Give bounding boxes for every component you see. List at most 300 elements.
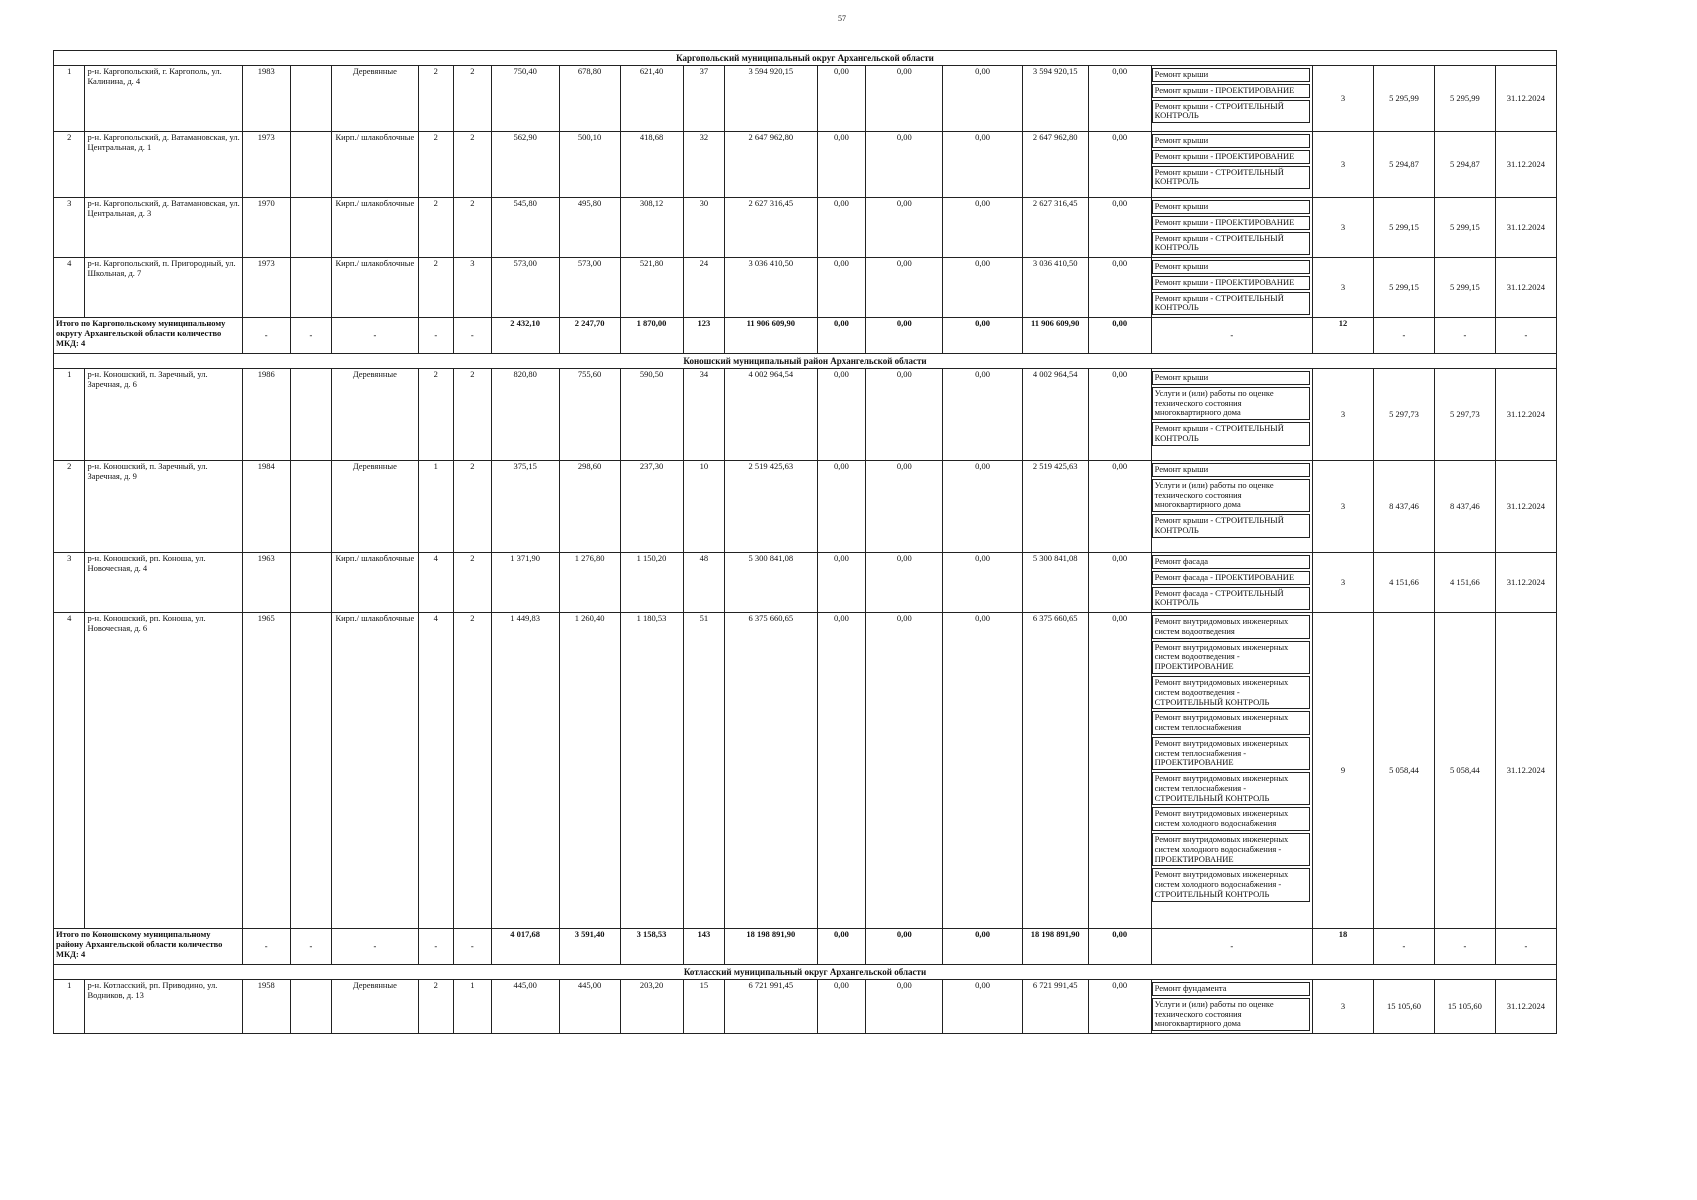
- section-title: Котласский муниципальный округ Архангельской области: [54, 965, 1557, 980]
- total-area-total: 4 017,68: [491, 929, 559, 965]
- row-number: 3: [54, 553, 85, 613]
- area-residential-cell: 1 150,20: [620, 553, 683, 613]
- year-commission-cell: [290, 461, 332, 553]
- area-premises-cell: 445,00: [559, 980, 620, 1034]
- year-built-cell: 1970: [242, 198, 290, 258]
- regional-budget-cell: 0,00: [866, 66, 943, 132]
- floors-cell: 1: [418, 461, 454, 553]
- address-cell: р-н. Коношский, п. Заречный, ул. Заречная, д. 9: [85, 461, 242, 553]
- wall-material-cell: Деревянные: [332, 461, 418, 553]
- total-area-residential: 3 158,53: [620, 929, 683, 965]
- max-unit-cost-cell: 5 297,73: [1434, 369, 1495, 461]
- regional-budget-cell: 0,00: [866, 369, 943, 461]
- area-residential-cell: 590,50: [620, 369, 683, 461]
- entrances-cell: 2: [454, 613, 492, 929]
- wall-material-cell: Деревянные: [332, 66, 418, 132]
- row-number: 1: [54, 66, 85, 132]
- total-dash: -: [290, 929, 332, 965]
- other-funds-cell: 0,00: [1088, 980, 1151, 1034]
- area-total-cell: 445,00: [491, 980, 559, 1034]
- table-row: [54, 461, 1557, 553]
- year-commission-cell: [290, 132, 332, 198]
- area-residential-cell: 203,20: [620, 980, 683, 1034]
- year-built-cell: 1973: [242, 132, 290, 198]
- work-types-cell: [1151, 66, 1312, 132]
- wall-material-cell: Деревянные: [332, 980, 418, 1034]
- work-count-cell: 9: [1313, 613, 1374, 929]
- work-count-cell: 3: [1313, 132, 1374, 198]
- year-commission-cell: [290, 369, 332, 461]
- owners-funds-cell: 4 002 964,54: [1022, 369, 1088, 461]
- area-residential-cell: 1 180,53: [620, 613, 683, 929]
- work-type-item: Ремонт крыши: [1152, 260, 1310, 274]
- work-types-list: [1152, 68, 1312, 123]
- total-fund: 0,00: [817, 318, 866, 354]
- owners-funds-cell: 5 300 841,08: [1022, 553, 1088, 613]
- work-type-item: Ремонт крыши - ПРОЕКТИРОВАНИЕ: [1152, 276, 1310, 290]
- wall-material-cell: Кирп./ шлакоблочные: [332, 613, 418, 929]
- total-local-budget: 0,00: [943, 929, 1022, 965]
- work-types-cell: [1151, 258, 1312, 318]
- completion-date-cell: 31.12.2024: [1495, 980, 1556, 1034]
- work-types-cell: [1151, 198, 1312, 258]
- total-dash: -: [242, 929, 290, 965]
- entrances-cell: 2: [454, 369, 492, 461]
- work-type-item: Ремонт внутридомовых инженерных систем водоотведения - СТРОИТЕЛЬНЫЙ КОНТРОЛЬ: [1152, 676, 1310, 709]
- work-type-item: Ремонт внутридомовых инженерных систем водоотведения: [1152, 615, 1310, 639]
- total-dash: -: [1495, 318, 1556, 354]
- work-type-item: Ремонт крыши: [1152, 134, 1310, 148]
- completion-date-cell: 31.12.2024: [1495, 198, 1556, 258]
- capital-repair-table: [53, 50, 1557, 1034]
- year-commission-cell: [290, 980, 332, 1034]
- area-premises-cell: 500,10: [559, 132, 620, 198]
- entrances-cell: 2: [454, 66, 492, 132]
- work-count-cell: 3: [1313, 198, 1374, 258]
- work-type-item: Ремонт крыши - СТРОИТЕЛЬНЫЙ КОНТРОЛЬ: [1152, 166, 1310, 190]
- table-row: [54, 613, 1557, 929]
- work-type-item: Ремонт внутридомовых инженерных систем холодного водоснабжения - ПРОЕКТИРОВАНИЕ: [1152, 833, 1310, 866]
- residents-cell: 15: [683, 980, 725, 1034]
- max-unit-cost-cell: 5 294,87: [1434, 132, 1495, 198]
- section-title: Коношский муниципальный район Архангельской области: [54, 354, 1557, 369]
- total-dash: -: [1434, 929, 1495, 965]
- row-number: 2: [54, 132, 85, 198]
- total-dash: -: [454, 318, 492, 354]
- cost-total-cell: 4 002 964,54: [725, 369, 817, 461]
- work-types-cell: [1151, 613, 1312, 929]
- unit-cost-cell: 5 295,99: [1373, 66, 1434, 132]
- work-types-list: [1152, 371, 1312, 446]
- cost-total-cell: 3 036 410,50: [725, 258, 817, 318]
- owners-funds-cell: 3 594 920,15: [1022, 66, 1088, 132]
- fund-cell: 0,00: [817, 132, 866, 198]
- cost-total-cell: 5 300 841,08: [725, 553, 817, 613]
- unit-cost-cell: 5 299,15: [1373, 198, 1434, 258]
- local-budget-cell: 0,00: [943, 258, 1022, 318]
- work-type-item: Услуги и (или) работы по оценке технического состояния многоквартирного дома: [1152, 387, 1310, 420]
- work-types-list: [1152, 200, 1312, 255]
- regional-budget-cell: 0,00: [866, 553, 943, 613]
- work-type-item: Ремонт крыши: [1152, 463, 1310, 477]
- table-row: [54, 66, 1557, 132]
- work-type-item: Ремонт фасада - СТРОИТЕЛЬНЫЙ КОНТРОЛЬ: [1152, 587, 1310, 611]
- entrances-cell: 2: [454, 553, 492, 613]
- work-type-item: Ремонт крыши - СТРОИТЕЛЬНЫЙ КОНТРОЛЬ: [1152, 100, 1310, 124]
- row-number: 4: [54, 258, 85, 318]
- other-funds-cell: 0,00: [1088, 369, 1151, 461]
- row-number: 1: [54, 369, 85, 461]
- completion-date-cell: 31.12.2024: [1495, 132, 1556, 198]
- area-premises-cell: 1 260,40: [559, 613, 620, 929]
- local-budget-cell: 0,00: [943, 613, 1022, 929]
- area-total-cell: 573,00: [491, 258, 559, 318]
- area-residential-cell: 418,68: [620, 132, 683, 198]
- area-residential-cell: 237,30: [620, 461, 683, 553]
- fund-cell: 0,00: [817, 369, 866, 461]
- other-funds-cell: 0,00: [1088, 198, 1151, 258]
- work-count-cell: 3: [1313, 369, 1374, 461]
- table-row: [54, 980, 1557, 1034]
- residents-cell: 32: [683, 132, 725, 198]
- work-type-item: Ремонт крыши - ПРОЕКТИРОВАНИЕ: [1152, 84, 1310, 98]
- floors-cell: 2: [418, 369, 454, 461]
- local-budget-cell: 0,00: [943, 198, 1022, 258]
- work-type-item: Ремонт крыши: [1152, 371, 1310, 385]
- total-residents: 143: [683, 929, 725, 965]
- residents-cell: 24: [683, 258, 725, 318]
- total-dash: -: [332, 929, 418, 965]
- work-type-item: Ремонт внутридомовых инженерных систем теплоснабжения - СТРОИТЕЛЬНЫЙ КОНТРОЛЬ: [1152, 772, 1310, 805]
- cost-total-cell: 2 627 316,45: [725, 198, 817, 258]
- year-commission-cell: [290, 198, 332, 258]
- entrances-cell: 2: [454, 132, 492, 198]
- area-total-cell: 545,80: [491, 198, 559, 258]
- work-type-item: Ремонт внутридомовых инженерных систем теплоснабжения - ПРОЕКТИРОВАНИЕ: [1152, 737, 1310, 770]
- address-cell: р-н. Коношский, п. Заречный, ул. Заречная, д. 6: [85, 369, 242, 461]
- regional-budget-cell: 0,00: [866, 613, 943, 929]
- entrances-cell: 2: [454, 198, 492, 258]
- total-label: Итого по Каргопольскому муниципальному округу Архангельской области количество МКД: 4: [54, 318, 243, 354]
- completion-date-cell: 31.12.2024: [1495, 461, 1556, 553]
- work-type-item: Услуги и (или) работы по оценке технического состояния многоквартирного дома: [1152, 479, 1310, 512]
- residents-cell: 51: [683, 613, 725, 929]
- wall-material-cell: Кирп./ шлакоблочные: [332, 258, 418, 318]
- floors-cell: 2: [418, 258, 454, 318]
- year-built-cell: 1983: [242, 66, 290, 132]
- completion-date-cell: 31.12.2024: [1495, 613, 1556, 929]
- row-number: 1: [54, 980, 85, 1034]
- fund-cell: 0,00: [817, 461, 866, 553]
- year-built-cell: 1965: [242, 613, 290, 929]
- wall-material-cell: Деревянные: [332, 369, 418, 461]
- work-type-item: Услуги и (или) работы по оценке технического состояния многоквартирного дома: [1152, 998, 1310, 1031]
- total-area-total: 2 432,10: [491, 318, 559, 354]
- work-count-cell: 3: [1313, 66, 1374, 132]
- area-total-cell: 750,40: [491, 66, 559, 132]
- local-budget-cell: 0,00: [943, 553, 1022, 613]
- section-header: [54, 354, 1557, 369]
- work-count-cell: 3: [1313, 980, 1374, 1034]
- total-label: Итого по Коношскому муниципальному району Архангельской области количество МКД: 4: [54, 929, 243, 965]
- max-unit-cost-cell: 5 295,99: [1434, 66, 1495, 132]
- owners-funds-cell: 6 721 991,45: [1022, 980, 1088, 1034]
- unit-cost-cell: 4 151,66: [1373, 553, 1434, 613]
- total-dash: -: [418, 318, 454, 354]
- fund-cell: 0,00: [817, 258, 866, 318]
- total-regional-budget: 0,00: [866, 929, 943, 965]
- address-cell: р-н. Котласский, рп. Приводино, ул. Водников, д. 13: [85, 980, 242, 1034]
- work-type-item: Ремонт крыши - СТРОИТЕЛЬНЫЙ КОНТРОЛЬ: [1152, 292, 1310, 316]
- year-built-cell: 1958: [242, 980, 290, 1034]
- total-cost: 11 906 609,90: [725, 318, 817, 354]
- address-cell: р-н. Коношский, рп. Коноша, ул. Новочесная, д. 4: [85, 553, 242, 613]
- unit-cost-cell: 5 297,73: [1373, 369, 1434, 461]
- row-number: 4: [54, 613, 85, 929]
- residents-cell: 10: [683, 461, 725, 553]
- completion-date-cell: 31.12.2024: [1495, 369, 1556, 461]
- floors-cell: 4: [418, 553, 454, 613]
- fund-cell: 0,00: [817, 553, 866, 613]
- work-type-item: Ремонт фасада: [1152, 555, 1310, 569]
- owners-funds-cell: 2 627 316,45: [1022, 198, 1088, 258]
- section-header: [54, 51, 1557, 66]
- completion-date-cell: 31.12.2024: [1495, 553, 1556, 613]
- other-funds-cell: 0,00: [1088, 553, 1151, 613]
- work-type-item: Ремонт внутридомовых инженерных систем водоотведения - ПРОЕКТИРОВАНИЕ: [1152, 641, 1310, 674]
- completion-date-cell: 31.12.2024: [1495, 66, 1556, 132]
- regional-budget-cell: 0,00: [866, 132, 943, 198]
- other-funds-cell: 0,00: [1088, 258, 1151, 318]
- floors-cell: 2: [418, 198, 454, 258]
- total-other-funds: 0,00: [1088, 318, 1151, 354]
- area-premises-cell: 678,80: [559, 66, 620, 132]
- row-number: 2: [54, 461, 85, 553]
- total-dash: -: [1373, 318, 1434, 354]
- floors-cell: 2: [418, 980, 454, 1034]
- regional-budget-cell: 0,00: [866, 461, 943, 553]
- section-title: Каргопольский муниципальный округ Архангельской области: [54, 51, 1557, 66]
- owners-funds-cell: 3 036 410,50: [1022, 258, 1088, 318]
- local-budget-cell: 0,00: [943, 461, 1022, 553]
- total-owners-funds: 18 198 891,90: [1022, 929, 1088, 965]
- entrances-cell: 1: [454, 980, 492, 1034]
- unit-cost-cell: 15 105,60: [1373, 980, 1434, 1034]
- total-dash: -: [1151, 929, 1312, 965]
- year-built-cell: 1986: [242, 369, 290, 461]
- work-type-item: Ремонт крыши: [1152, 68, 1310, 82]
- work-type-item: Ремонт крыши - СТРОИТЕЛЬНЫЙ КОНТРОЛЬ: [1152, 232, 1310, 256]
- unit-cost-cell: 8 437,46: [1373, 461, 1434, 553]
- area-total-cell: 1 371,90: [491, 553, 559, 613]
- row-number: 3: [54, 198, 85, 258]
- work-type-item: Ремонт фундамента: [1152, 982, 1310, 996]
- total-work-count: 18: [1313, 929, 1374, 965]
- total-row: [54, 929, 1557, 965]
- residents-cell: 34: [683, 369, 725, 461]
- address-cell: р-н. Каргопольский, д. Ватамановская, ул. Центральная, д. 1: [85, 132, 242, 198]
- work-count-cell: 3: [1313, 553, 1374, 613]
- year-built-cell: 1963: [242, 553, 290, 613]
- total-other-funds: 0,00: [1088, 929, 1151, 965]
- area-premises-cell: 1 276,80: [559, 553, 620, 613]
- residents-cell: 30: [683, 198, 725, 258]
- fund-cell: 0,00: [817, 198, 866, 258]
- area-total-cell: 820,80: [491, 369, 559, 461]
- page-number: 57: [838, 14, 846, 23]
- owners-funds-cell: 2 647 962,80: [1022, 132, 1088, 198]
- other-funds-cell: 0,00: [1088, 613, 1151, 929]
- address-cell: р-н. Коношский, рп. Коноша, ул. Новочесная, д. 6: [85, 613, 242, 929]
- area-total-cell: 375,15: [491, 461, 559, 553]
- area-residential-cell: 621,40: [620, 66, 683, 132]
- max-unit-cost-cell: 15 105,60: [1434, 980, 1495, 1034]
- work-type-item: Ремонт фасада - ПРОЕКТИРОВАНИЕ: [1152, 571, 1310, 585]
- other-funds-cell: 0,00: [1088, 132, 1151, 198]
- total-dash: -: [418, 929, 454, 965]
- year-commission-cell: [290, 66, 332, 132]
- residents-cell: 37: [683, 66, 725, 132]
- area-residential-cell: 308,12: [620, 198, 683, 258]
- work-types-list: [1152, 615, 1312, 901]
- work-count-cell: 3: [1313, 258, 1374, 318]
- year-commission-cell: [290, 258, 332, 318]
- table-row: [54, 258, 1557, 318]
- max-unit-cost-cell: 8 437,46: [1434, 461, 1495, 553]
- work-types-list: [1152, 982, 1312, 1031]
- year-built-cell: 1984: [242, 461, 290, 553]
- residents-cell: 48: [683, 553, 725, 613]
- cost-total-cell: 2 519 425,63: [725, 461, 817, 553]
- fund-cell: 0,00: [817, 613, 866, 929]
- area-premises-cell: 495,80: [559, 198, 620, 258]
- completion-date-cell: 31.12.2024: [1495, 258, 1556, 318]
- local-budget-cell: 0,00: [943, 132, 1022, 198]
- total-area-premises: 2 247,70: [559, 318, 620, 354]
- total-residents: 123: [683, 318, 725, 354]
- year-commission-cell: [290, 613, 332, 929]
- total-work-count: 12: [1313, 318, 1374, 354]
- table-row: [54, 198, 1557, 258]
- cost-total-cell: 3 594 920,15: [725, 66, 817, 132]
- address-cell: р-н. Каргопольский, г. Каргополь, ул. Калинина, д. 4: [85, 66, 242, 132]
- total-dash: -: [1495, 929, 1556, 965]
- wall-material-cell: Кирп./ шлакоблочные: [332, 553, 418, 613]
- cost-total-cell: 6 721 991,45: [725, 980, 817, 1034]
- local-budget-cell: 0,00: [943, 980, 1022, 1034]
- total-dash: -: [1373, 929, 1434, 965]
- floors-cell: 2: [418, 132, 454, 198]
- total-regional-budget: 0,00: [866, 318, 943, 354]
- owners-funds-cell: 2 519 425,63: [1022, 461, 1088, 553]
- total-dash: -: [242, 318, 290, 354]
- floors-cell: 2: [418, 66, 454, 132]
- unit-cost-cell: 5 299,15: [1373, 258, 1434, 318]
- owners-funds-cell: 6 375 660,65: [1022, 613, 1088, 929]
- total-row: [54, 318, 1557, 354]
- total-fund: 0,00: [817, 929, 866, 965]
- work-type-item: Ремонт крыши - СТРОИТЕЛЬНЫЙ КОНТРОЛЬ: [1152, 422, 1310, 446]
- unit-cost-cell: 5 294,87: [1373, 132, 1434, 198]
- entrances-cell: 2: [454, 461, 492, 553]
- work-types-cell: [1151, 369, 1312, 461]
- total-owners-funds: 11 906 609,90: [1022, 318, 1088, 354]
- work-types-list: [1152, 134, 1312, 189]
- total-local-budget: 0,00: [943, 318, 1022, 354]
- regional-budget-cell: 0,00: [866, 258, 943, 318]
- work-type-item: Ремонт крыши - ПРОЕКТИРОВАНИЕ: [1152, 150, 1310, 164]
- floors-cell: 4: [418, 613, 454, 929]
- unit-cost-cell: 5 058,44: [1373, 613, 1434, 929]
- local-budget-cell: 0,00: [943, 66, 1022, 132]
- local-budget-cell: 0,00: [943, 369, 1022, 461]
- work-types-list: [1152, 260, 1312, 315]
- area-total-cell: 562,90: [491, 132, 559, 198]
- regional-budget-cell: 0,00: [866, 198, 943, 258]
- total-dash: -: [454, 929, 492, 965]
- total-dash: -: [290, 318, 332, 354]
- wall-material-cell: Кирп./ шлакоблочные: [332, 132, 418, 198]
- work-type-item: Ремонт внутридомовых инженерных систем холодного водоснабжения: [1152, 807, 1310, 831]
- max-unit-cost-cell: 5 299,15: [1434, 198, 1495, 258]
- regional-budget-cell: 0,00: [866, 980, 943, 1034]
- total-cost: 18 198 891,90: [725, 929, 817, 965]
- area-premises-cell: 298,60: [559, 461, 620, 553]
- total-dash: -: [1151, 318, 1312, 354]
- cost-total-cell: 2 647 962,80: [725, 132, 817, 198]
- total-area-residential: 1 870,00: [620, 318, 683, 354]
- work-types-cell: [1151, 980, 1312, 1034]
- work-types-list: [1152, 463, 1312, 538]
- work-type-item: Ремонт внутридомовых инженерных систем теплоснабжения: [1152, 711, 1310, 735]
- year-built-cell: 1973: [242, 258, 290, 318]
- fund-cell: 0,00: [817, 66, 866, 132]
- total-dash: -: [1434, 318, 1495, 354]
- address-cell: р-н. Каргопольский, д. Ватамановская, ул. Центральная, д. 3: [85, 198, 242, 258]
- area-premises-cell: 755,60: [559, 369, 620, 461]
- work-type-item: Ремонт внутридомовых инженерных систем холодного водоснабжения - СТРОИТЕЛЬНЫЙ КОНТРОЛЬ: [1152, 868, 1310, 901]
- max-unit-cost-cell: 5 058,44: [1434, 613, 1495, 929]
- work-types-cell: [1151, 553, 1312, 613]
- work-type-item: Ремонт крыши - СТРОИТЕЛЬНЫЙ КОНТРОЛЬ: [1152, 514, 1310, 538]
- address-cell: р-н. Каргопольский, п. Пригородный, ул. Школьная, д. 7: [85, 258, 242, 318]
- max-unit-cost-cell: 4 151,66: [1434, 553, 1495, 613]
- other-funds-cell: 0,00: [1088, 461, 1151, 553]
- fund-cell: 0,00: [817, 980, 866, 1034]
- work-types-list: [1152, 555, 1312, 610]
- other-funds-cell: 0,00: [1088, 66, 1151, 132]
- table-row: [54, 553, 1557, 613]
- wall-material-cell: Кирп./ шлакоблочные: [332, 198, 418, 258]
- total-area-premises: 3 591,40: [559, 929, 620, 965]
- total-dash: -: [332, 318, 418, 354]
- section-header: [54, 965, 1557, 980]
- table-row: [54, 369, 1557, 461]
- work-type-item: Ремонт крыши - ПРОЕКТИРОВАНИЕ: [1152, 216, 1310, 230]
- entrances-cell: 3: [454, 258, 492, 318]
- work-types-cell: [1151, 132, 1312, 198]
- table-row: [54, 132, 1557, 198]
- work-types-cell: [1151, 461, 1312, 553]
- area-total-cell: 1 449,83: [491, 613, 559, 929]
- area-premises-cell: 573,00: [559, 258, 620, 318]
- area-residential-cell: 521,80: [620, 258, 683, 318]
- work-count-cell: 3: [1313, 461, 1374, 553]
- max-unit-cost-cell: 5 299,15: [1434, 258, 1495, 318]
- cost-total-cell: 6 375 660,65: [725, 613, 817, 929]
- work-type-item: Ремонт крыши: [1152, 200, 1310, 214]
- year-commission-cell: [290, 553, 332, 613]
